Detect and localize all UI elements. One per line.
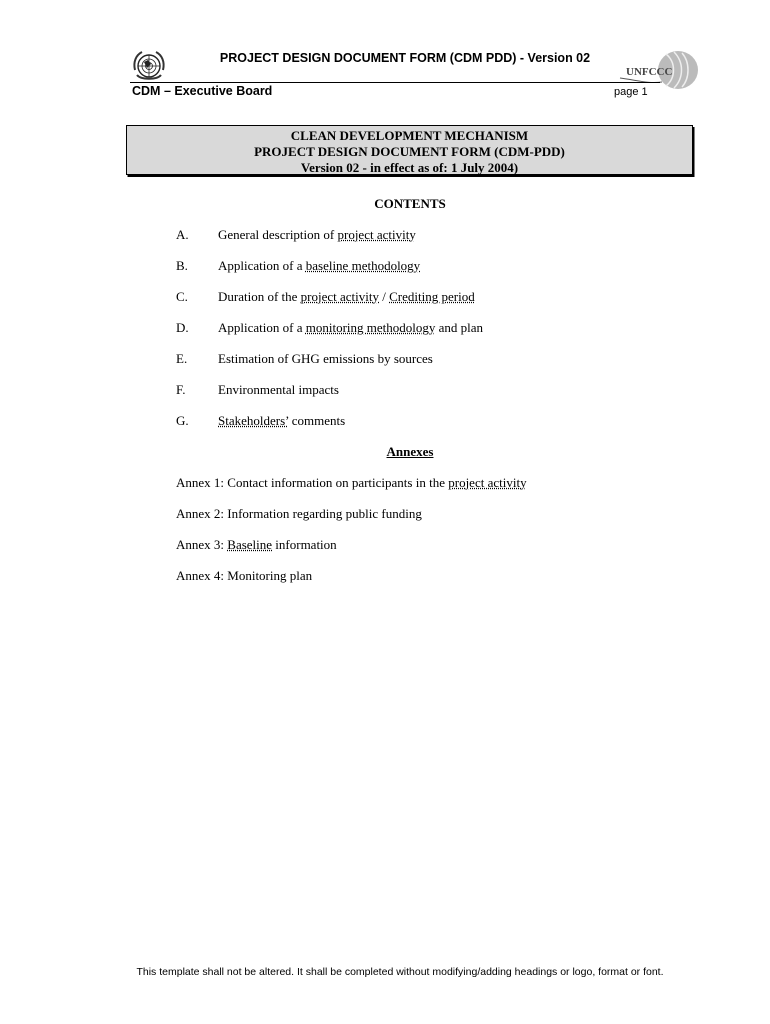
svg-text:UNFCCC: UNFCCC <box>626 66 673 78</box>
toc-text: and plan <box>435 320 484 335</box>
toc-section-g[interactable] <box>218 413 345 429</box>
page-number: page 1 <box>614 86 648 98</box>
toc-section-d[interactable] <box>218 320 483 336</box>
toc-text: comments <box>288 413 346 428</box>
glossary-link[interactable]: Baseline <box>227 537 273 552</box>
glossary-link[interactable]: project activity <box>448 475 527 490</box>
toc-text: Application of a <box>218 320 306 335</box>
toc-section-f[interactable]: Environmental impacts <box>218 382 339 397</box>
toc-letter: A. <box>176 227 189 242</box>
toc-text: General description of <box>218 227 338 242</box>
title-line-mechanism: CLEAN DEVELOPMENT MECHANISM <box>290 128 529 143</box>
toc-letter: B. <box>176 258 188 273</box>
glossary-link[interactable]: project activity <box>300 289 380 304</box>
title-line-form: PROJECT DESIGN DOCUMENT FORM (CDM-PDD) <box>254 144 565 159</box>
header-rule <box>130 82 660 83</box>
glossary-link[interactable]: monitoring methodology <box>305 320 436 335</box>
executive-board-label: CDM – Executive Board <box>132 84 273 98</box>
document-header-title: PROJECT DESIGN DOCUMENT FORM (CDM PDD) - Version 02 <box>219 51 591 65</box>
unfccc-logo <box>618 48 702 90</box>
glossary-link[interactable]: Crediting period <box>389 289 475 304</box>
annex-1[interactable] <box>176 475 527 491</box>
annexes-heading: Annexes <box>386 444 434 459</box>
toc-letter: F. <box>176 382 186 397</box>
glossary-link[interactable]: baseline methodology <box>305 258 421 273</box>
toc-section-e[interactable]: Estimation of GHG emissions by sources <box>218 351 433 366</box>
annex-text: information <box>272 537 337 552</box>
toc-section-c[interactable] <box>218 289 475 305</box>
annex-text: Annex 1: Contact information on participants in the <box>176 475 449 490</box>
toc-section-b[interactable] <box>218 258 420 274</box>
contents-heading: CONTENTS <box>374 196 446 211</box>
title-line-version: Version 02 - in effect as of: 1 July 2004) <box>300 160 519 175</box>
toc-text: Duration of the <box>218 289 301 304</box>
annex-4[interactable]: Annex 4: Monitoring plan <box>176 568 313 583</box>
glossary-link[interactable]: project activity <box>337 227 416 242</box>
template-footer-note: This template shall not be altered. It shall be completed without modifying/adding headings or logo, format or font. <box>136 966 664 978</box>
glossary-link[interactable]: Stakeholders’ <box>218 413 289 428</box>
toc-letter: D. <box>176 320 189 335</box>
annex-3[interactable] <box>176 537 337 553</box>
toc-letter: G. <box>176 413 189 428</box>
toc-section-a[interactable] <box>218 227 416 243</box>
toc-text: Application of a <box>218 258 306 273</box>
toc-text: / <box>379 289 390 304</box>
annex-2[interactable]: Annex 2: Information regarding public funding <box>176 506 422 521</box>
toc-letter: E. <box>176 351 188 366</box>
annex-text: Annex 3: <box>176 537 228 552</box>
toc-letter: C. <box>176 289 188 304</box>
